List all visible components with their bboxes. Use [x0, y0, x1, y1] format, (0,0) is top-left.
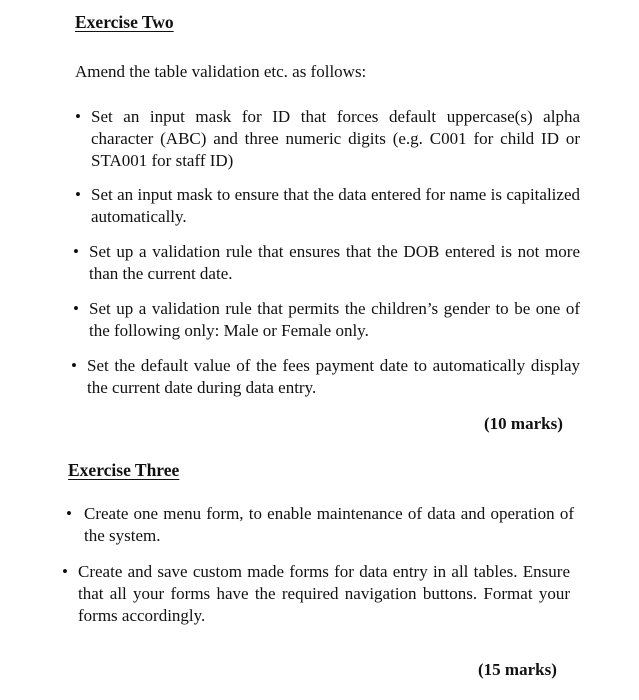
bullet-text: Set an input mask for ID that forces default uppercase(s) alpha character (ABC) and three numeric digits (e.g. C001 for child ID or STA001 for staff ID): [91, 107, 580, 170]
exercise-two-bullet-3: [73, 241, 580, 285]
bullet-dot: •: [73, 299, 79, 318]
bullet-text: Create one menu form, to enable maintenance of data and operation of the system.: [84, 504, 574, 545]
bullet-text: Set an input mask to ensure that the data entered for name is capitalized automatically.: [91, 185, 580, 226]
exercise-two-marks: (10 marks): [484, 414, 563, 433]
exercise-two-bullet-1: [75, 106, 580, 172]
exercise-two-bullet-2: [75, 184, 580, 228]
exercise-two-bullet-5: [71, 355, 580, 399]
exercise-two-bullet-4: [73, 298, 580, 342]
bullet-dot: •: [75, 107, 81, 126]
bullet-dot: •: [75, 185, 81, 204]
bullet-text: Set up a validation rule that permits the children’s gender to be one of the following only: Male or Female only.: [89, 299, 580, 340]
bullet-text: Create and save custom made forms for data entry in all tables. Ensure that all your forms have the required navigation buttons. Format your forms accordingly.: [78, 562, 570, 625]
bullet-dot: •: [71, 356, 77, 375]
exercise-two-intro: Amend the table validation etc. as follows:: [75, 62, 367, 81]
bullet-dot: •: [62, 562, 68, 581]
bullet-dot: •: [73, 242, 79, 261]
exercise-three-marks: (15 marks): [478, 660, 557, 679]
exercise-two-title: Exercise Two: [75, 12, 174, 32]
bullet-text: Set the default value of the fees payment date to automatically display the current date during data entry.: [87, 356, 580, 397]
exercise-three-title: Exercise Three: [68, 460, 180, 480]
bullet-text: Set up a validation rule that ensures that the DOB entered is not more than the current date.: [89, 242, 580, 283]
bullet-dot: •: [66, 504, 72, 523]
exercise-three-bullet-1: [66, 503, 574, 547]
exercise-three-bullet-2: [62, 561, 570, 627]
